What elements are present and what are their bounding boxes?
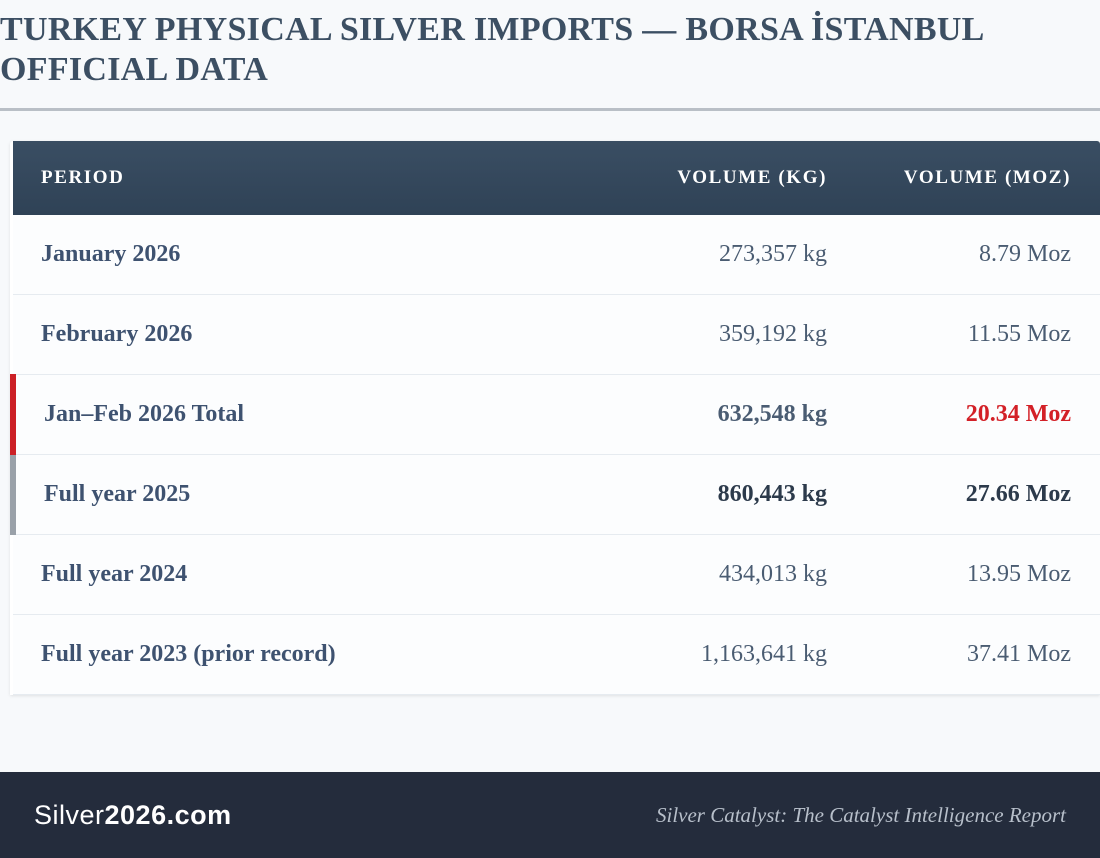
cell-period: Jan–Feb 2026 Total: [13, 374, 513, 454]
brand-name-light: Silver: [34, 799, 105, 830]
cell-volume-moz: 13.95 Moz: [833, 534, 1100, 614]
table-row: [13, 294, 1100, 374]
cell-period: January 2026: [13, 215, 513, 295]
column-header-period: PERIOD: [13, 141, 513, 215]
cell-volume-moz: 27.66 Moz: [833, 454, 1100, 534]
footer-tagline: Silver Catalyst: The Catalyst Intelligence Report: [655, 802, 1066, 827]
cell-volume-kg: 1,163,641 kg: [513, 614, 833, 694]
imports-table-container: [10, 141, 1100, 695]
table-header-row: [13, 141, 1100, 215]
cell-volume-moz: 20.34 Moz: [833, 374, 1100, 454]
table-row-total: [13, 374, 1100, 454]
imports-table: [10, 141, 1100, 695]
cell-period: Full year 2023 (prior record): [13, 614, 513, 694]
footer-bar: [0, 772, 1100, 858]
cell-volume-kg: 273,357 kg: [513, 215, 833, 295]
table-row: [13, 215, 1100, 295]
title-divider: [0, 108, 1100, 111]
column-header-volume-moz: VOLUME (MOZ): [833, 141, 1100, 215]
table-body: [13, 215, 1100, 695]
cell-period: Full year 2025: [13, 454, 513, 534]
cell-volume-kg: 359,192 kg: [513, 294, 833, 374]
column-header-volume-kg: VOLUME (KG): [513, 141, 833, 215]
table-header: [13, 141, 1100, 215]
table-row: [13, 534, 1100, 614]
cell-volume-kg: 434,013 kg: [513, 534, 833, 614]
cell-volume-kg: 860,443 kg: [513, 454, 833, 534]
cell-volume-moz: 11.55 Moz: [833, 294, 1100, 374]
cell-volume-kg: 632,548 kg: [513, 374, 833, 454]
table-row: [13, 614, 1100, 694]
cell-period: Full year 2024: [13, 534, 513, 614]
title-block: [0, 0, 1100, 111]
cell-volume-moz: 8.79 Moz: [833, 215, 1100, 295]
brand-logo: [34, 800, 232, 831]
cell-volume-moz: 37.41 Moz: [833, 614, 1100, 694]
table-row-highlight: [13, 454, 1100, 534]
cell-period: February 2026: [13, 294, 513, 374]
page-title: TURKEY PHYSICAL SILVER IMPORTS — BORSA İSTANBUL OFFICIAL DATA: [0, 11, 983, 88]
brand-name-bold: 2026.com: [104, 799, 232, 830]
